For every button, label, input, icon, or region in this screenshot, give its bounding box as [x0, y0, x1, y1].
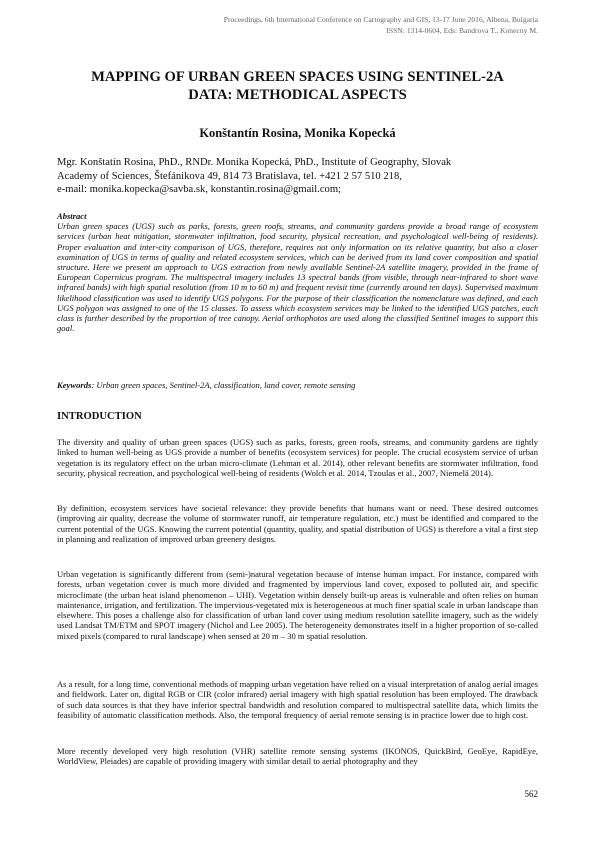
intro-paragraph-3: Urban vegetation is significantly different from (semi-)natural vegetation because of intense human impact. For instance, compared with forests, urban vegetation cover is much more divided and fragmented by impervious land cover, exposed to polluted air, and specific microclimate (the urban heat island phenomenon – UHI). Vegetation within densely built-up areas is vulnerable and often relies on human maintenance, irrigation, and fertilization. The impervious-vegetated mix is heterogeneous at much finer spatial scale in urban landscape than elsewhere. This poses a challenge also for classification of urban land cover using medium resolution satellite imagery, such as the widely used Landsat TM/ETM and SPOT imagery (Nichol and Lee 2005). The heterogeneity demonstrates itself in a higher proportion of so-called mixed pixels (compared to rural landscape) when sensed at 20 m – 30 m spatial resolution.: [57, 569, 538, 641]
affiliation-line-1: Mgr. Konštatín Rosina, PhD., RNDr. Monika Kopecká, PhD., Institute of Geography, Slovak: [57, 157, 452, 168]
paper-title: [57, 68, 538, 104]
abstract-text: Urban green spaces (UGS) such as parks, forests, green roofs, streams, and community gardens provide a broad range of ecosystem services (urban heat mitigation, stormwater infiltration, food security, physical recreation, and psychological well-being of residents). Proper evaluation and inter-city comparison of UGS, therefore, requires not only information on its relative quantity, but also a closer examination of UGS in terms of quality and related ecosystem services, which can be derived from its land cover composition and spatial structure. Here we present an approach to UGS extraction from newly available Sentinel-2A satellite imagery, provided in the frame of European Copernicus program. The multispectral imagery includes 13 spectral bands (from visible, through near-infrared to short wave infrared bands) with high spatial resolution (from 10 m to 60 m) and frequent revisit time (currently around ten days). Supervised maximum likelihood classification was used to identify UGS polygons. For the purpose of their classification the nomenclature was defined, and each UGS polygon was assigned to one of the 15 classes. To assess which ecosystem services may be linked to the identified UGS patches, each class is further described by the proportion of tree canopy. Aerial orthophotos are used along the classified Sentinel images to support this goal.: [57, 221, 538, 334]
intro-paragraph-4: As a result, for a long time, conventional methods of mapping urban vegetation have relied on a visual interpretation of analog aerial images and fieldwork. Later on, digital RGB or CIR (color infrared) aerial imagery with high spatial resolution has been employed. The drawback of such data sources is that they have inferior spectral bandwidth and resolution compared to multispectral satellite data, which limits the feasibility of automatic classification methods. Also, the temporal frequency of aerial remote sensing is in practice lower due to high cost.: [57, 679, 538, 720]
intro-paragraph-1: The diversity and quality of urban green spaces (UGS) such as parks, forests, green roofs, streams, and community gardens are tightly linked to human well-being as UGS provide a number of benefits (ecosystem services) for people. The crucial ecosystem service of urban vegetation is its regulatory effect on the urban micro-climate (Lehman et al. 2014), other relevant benefits are stormwater infiltration, food security, physical recreation, and psychological well-being of residents (Wolch et al. 2014, Tzoulas et al., 2007, Niemelä 2014).: [57, 437, 538, 478]
running-header: [224, 14, 538, 36]
title-line-1: MAPPING OF URBAN GREEN SPACES USING SENTINEL-2A: [91, 69, 504, 85]
keywords-text: : Urban green spaces, Sentinel-2A, classification, land cover, remote sensing: [91, 380, 356, 390]
page-number: 562: [524, 789, 538, 799]
section-heading-introduction: INTRODUCTION: [57, 411, 142, 422]
intro-paragraph-2: By definition, ecosystem services have societal relevance: they provide benefits that humans want or need. These desired outcomes (improving air quality, decrease the volume of stormwater runoff, air temperature regulation, etc.) must be identified and compared to the current potential of the UGS. Knowing the current potential (quantity, quality, and spatial distribution of UGS) is therefore a vital a first step in planning and realization of improved urban greenery designs.: [57, 503, 538, 544]
affiliation-line-3: e-mail: monika.kopecka@savba.sk, konstantin.rosina@gmail.com;: [57, 184, 341, 195]
author-names: Konštantín Rosina, Monika Kopecká: [199, 126, 396, 140]
abstract-heading: Abstract: [57, 211, 87, 221]
intro-paragraph-5: More recently developed very high resolution (VHR) satellite remote sensing systems (IKONOS, QuickBird, GeoEye, RapidEye, WorldView, Pleiades) are capable of providing imagery with similar detail to aerial photography and they: [57, 746, 538, 767]
affiliation-line-2: Academy of Sciences, Štefánikova 49, 814 73 Bratislava, tel. +421 2 57 510 218,: [57, 170, 402, 182]
abstract-block: [57, 211, 538, 333]
affiliation-block: [57, 156, 497, 197]
title-line-2: DATA: METHODICAL ASPECTS: [188, 87, 407, 103]
header-line-2: ISSN: 1314-0604, Eds: Bandrova T., Konecny M.: [386, 26, 538, 35]
header-line-1: Proceedings, 6th International Conference on Cartography and GIS, 13-17 June 2016, Albena, Bulgaria: [223, 15, 538, 24]
keywords-line: [57, 380, 538, 390]
keywords-label: Keywords: [57, 380, 92, 390]
